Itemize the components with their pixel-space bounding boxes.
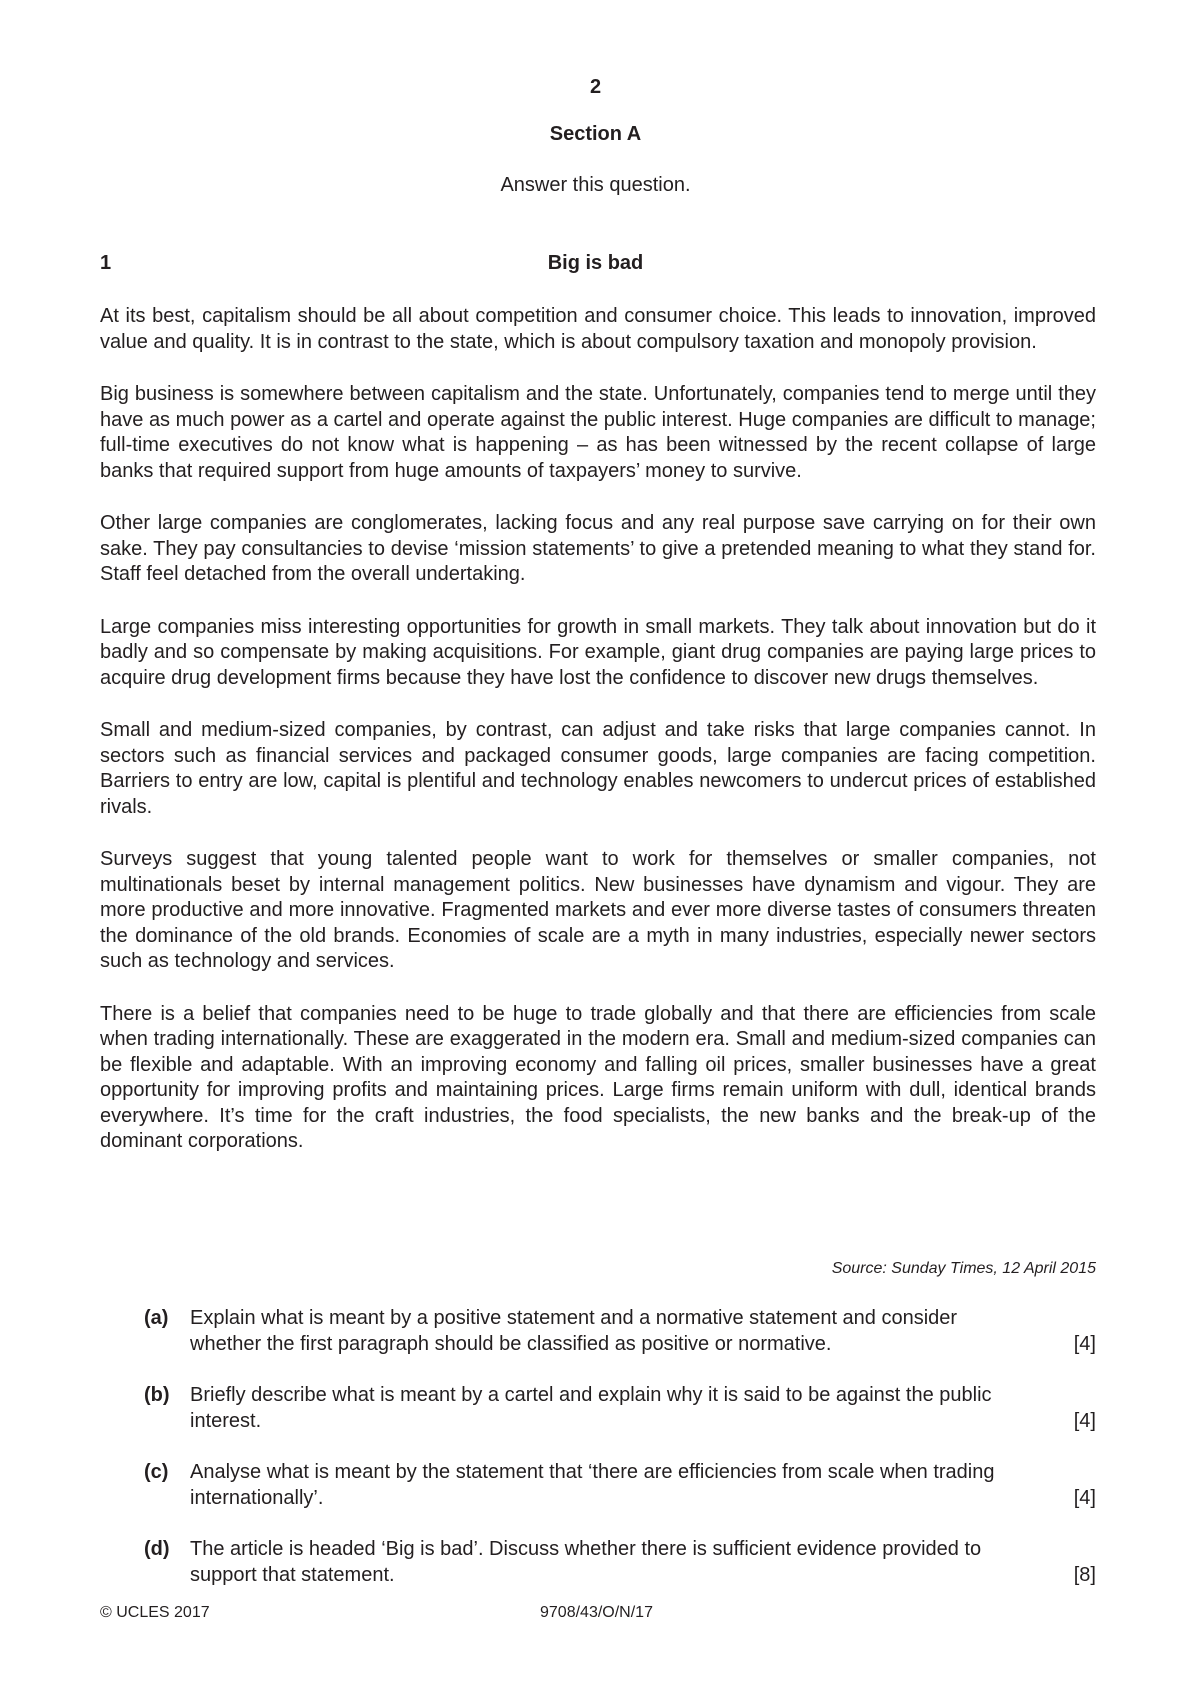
sub-question-a [144, 1306, 1096, 1357]
article-paragraph: Other large companies are conglomerates, lacking focus and any real purpose save carrying on for their own sake. They pay consultancies to devise ‘mission statements’ to give a pretended meaning to what they stand for. Staff feel detached from the overall undertaking. [100, 512, 1096, 585]
sub-question-text-continued: internationally’. [190, 1486, 324, 1509]
sub-question-label: (b) [144, 1384, 170, 1406]
sub-question-body [190, 1460, 1096, 1511]
sub-question-text: Explain what is meant by a positive statement and a normative statement and consider [190, 1307, 958, 1329]
section-title: Section A [549, 123, 642, 145]
sub-question-text: Briefly describe what is meant by a cartel and explain why it is said to be against the public [190, 1384, 992, 1406]
article-paragraph: Small and medium-sized companies, by contrast, can adjust and take risks that large companies cannot. In sectors such as financial services and packaged consumer goods, large companies are facing competition. Barriers to entry are low, capital is plentiful and technology enables newcomers to undercut prices of established rivals. [100, 719, 1096, 818]
article-source: Source: Sunday Times, 12 April 2015 [831, 1260, 1096, 1277]
sub-question-label: (a) [144, 1307, 169, 1329]
sub-question-label: (c) [144, 1461, 169, 1483]
sub-question-c [144, 1460, 1096, 1511]
paper-code: 9708/43/O/N/17 [540, 1604, 653, 1621]
sub-question-marks: [4] [1073, 1409, 1096, 1432]
copyright-notice: © UCLES 2017 [100, 1604, 210, 1621]
question-number: 1 [100, 252, 112, 274]
article-paragraph: Large companies miss interesting opportunities for growth in small markets. They talk about innovation but do it badly and so compensate by making acquisitions. For example, giant drug companies are paying large prices to acquire drug development firms because they have lost the confidence to discover new drugs themselves. [100, 615, 1096, 689]
sub-question-body [190, 1306, 1096, 1357]
article-paragraph: There is a belief that companies need to be huge to trade globally and that there are efficiencies from scale when trading internationally. These are exaggerated in the modern era. Small and medium-sized companies can be flexible and adaptable. With an improving economy and falling oil prices, smaller businesses have a great opportunity for improving profits and maintaining prices. Large firms remain uniform with dull, identical brands everywhere. It’s time for the craft industries, the food specialists, the new banks and the break-up of the dominant corporations. [100, 1002, 1096, 1152]
sub-question-marks: [4] [1073, 1332, 1096, 1355]
sub-question-text: The article is headed ‘Big is bad’. Discuss whether there is sufficient evidence provided to [190, 1538, 982, 1560]
page-number: 2 [589, 76, 602, 98]
article-paragraph: Big business is somewhere between capitalism and the state. Unfortunately, companies tend to merge until they have as much power as a cartel and operate against the public interest. Huge companies are difficult to manage; full-time executives do not know what is happening – as has been witnessed by the recent collapse of large banks that required support from huge amounts of taxpayers’ money to survive. [100, 383, 1096, 482]
sub-questions-list [144, 1306, 1096, 1614]
article-paragraph: Surveys suggest that young talented people want to work for themselves or smaller companies, not multinationals beset by internal management politics. New businesses have dynamism and vigour. They are more productive and more innovative. Fragmented markets and ever more diverse tastes of consumers threaten the dominance of the old brands. Economies of scale are a myth in many industries, especially newer sectors such as technology and services. [100, 848, 1096, 972]
sub-question-text: Analyse what is meant by the statement that ‘there are efficiencies from scale when trading [190, 1461, 995, 1483]
sub-question-body [190, 1383, 1096, 1434]
article-paragraph: At its best, capitalism should be all about competition and consumer choice. This leads to innovation, improved value and quality. It is in contrast to the state, which is about compulsory taxation and monopoly provision. [100, 305, 1096, 353]
sub-question-label: (d) [144, 1538, 170, 1560]
sub-question-text-continued: interest. [190, 1409, 262, 1432]
article-title: Big is bad [547, 252, 644, 274]
sub-question-b [144, 1383, 1096, 1434]
sub-question-marks: [4] [1073, 1486, 1096, 1509]
sub-question-text-continued: support that statement. [190, 1563, 395, 1586]
sub-question-body [190, 1537, 1096, 1588]
sub-question-marks: [8] [1073, 1563, 1096, 1586]
article-body [100, 304, 1096, 1182]
sub-question-text-continued: whether the first paragraph should be classified as positive or normative. [190, 1332, 832, 1355]
sub-question-d [144, 1537, 1096, 1588]
instruction-text: Answer this question. [500, 174, 691, 196]
